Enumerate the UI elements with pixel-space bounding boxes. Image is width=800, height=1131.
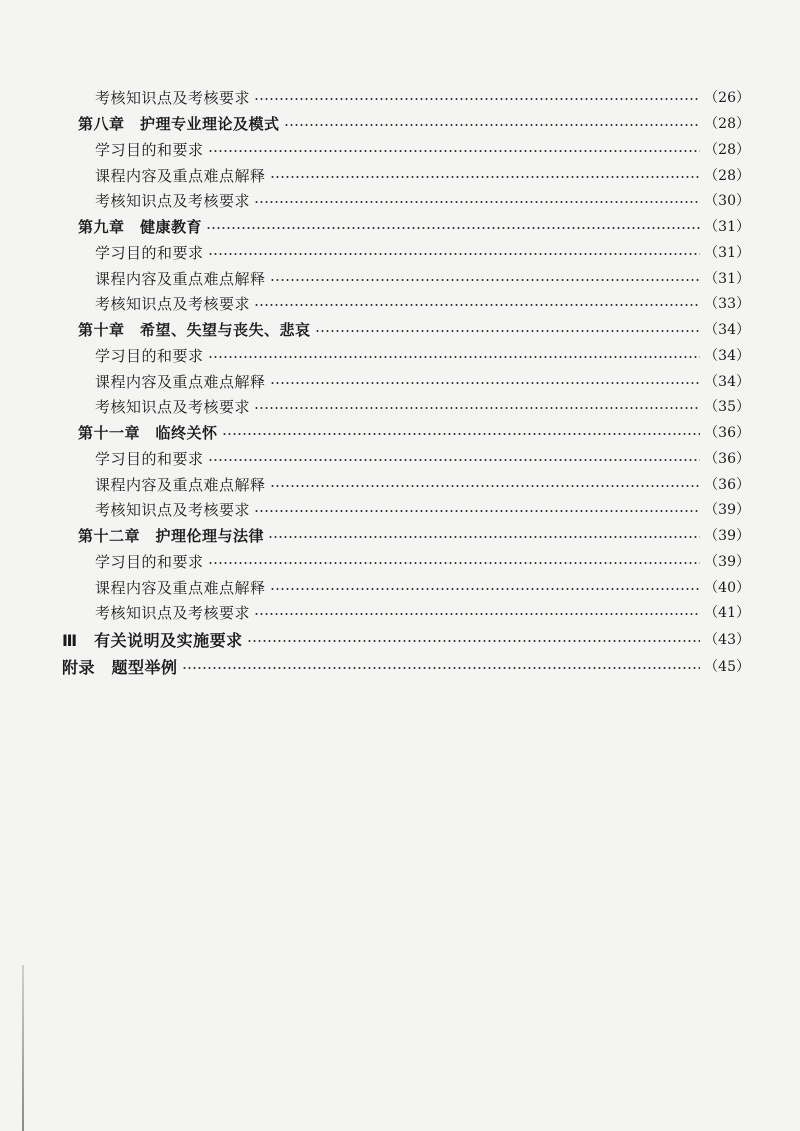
toc-entry-title: 考核知识点及考核要求 — [95, 397, 251, 416]
leader-dots — [268, 536, 700, 538]
toc-entry-page: （31） — [704, 271, 750, 287]
toc-entry-page: （30） — [704, 193, 750, 209]
toc-entry — [0, 445, 800, 471]
toc-entry-title: 第八章 护理专业理论及模式 — [78, 114, 280, 133]
toc-entry-title: 课程内容及重点难点解释 — [95, 578, 266, 597]
toc-entry-page: （40） — [704, 580, 750, 596]
toc-entry-page: （41） — [704, 605, 750, 621]
leader-dots — [208, 356, 701, 358]
leader-dots — [222, 433, 701, 435]
toc-entry — [0, 496, 800, 522]
leader-dots — [254, 407, 700, 409]
leader-dots — [254, 201, 700, 203]
leader-dots — [182, 667, 701, 669]
toc-entry — [0, 265, 800, 291]
toc-entry-title: 考核知识点及考核要求 — [95, 88, 251, 107]
toc-entry-title: 第十二章 护理伦理与法律 — [78, 526, 265, 545]
toc-entry-page: （28） — [704, 142, 750, 158]
toc-chapter-entry — [0, 213, 800, 239]
toc-entry — [0, 393, 800, 419]
toc-entry-page: （43） — [704, 632, 750, 648]
toc-entry-title: 第十章 希望、失望与丧失、悲哀 — [78, 320, 311, 339]
toc-entry-title: 学习目的和要求 — [95, 552, 204, 571]
toc-part-entry — [0, 626, 800, 652]
toc-entry-title: 课程内容及重点难点解释 — [95, 372, 266, 391]
leader-dots — [270, 279, 701, 281]
toc-entry-title: 学习目的和要求 — [95, 140, 204, 159]
toc-entry-page: （36） — [704, 477, 750, 493]
leader-dots — [315, 330, 701, 332]
toc-entry-page: （31） — [704, 219, 750, 235]
leader-dots — [208, 459, 701, 461]
toc-entry — [0, 290, 800, 316]
toc-entry — [0, 239, 800, 265]
toc-entry-page: （31） — [704, 245, 750, 261]
leader-dots — [206, 227, 700, 229]
toc-entry-title: 课程内容及重点难点解释 — [95, 269, 266, 288]
toc-entry — [0, 548, 800, 574]
toc-part-entry — [0, 653, 800, 679]
toc-entry-page: （35） — [704, 399, 750, 415]
leader-dots — [284, 124, 701, 126]
toc-entry-page: （34） — [704, 322, 750, 338]
toc-entry-page: （34） — [704, 348, 750, 364]
leader-dots — [270, 588, 701, 590]
toc-entry-title: 第十一章 临终关怀 — [78, 423, 218, 442]
toc-entry — [0, 342, 800, 368]
leader-dots — [208, 150, 701, 152]
toc-entry-page: （26） — [704, 90, 750, 106]
toc-chapter-entry — [0, 316, 800, 342]
toc-entry-title: 学习目的和要求 — [95, 449, 204, 468]
toc-entry-title: 学习目的和要求 — [95, 243, 204, 262]
toc-entry-title: 考核知识点及考核要求 — [95, 603, 251, 622]
toc-chapter-entry — [0, 419, 800, 445]
toc-entry — [0, 574, 800, 600]
toc-entry-page: （36） — [704, 425, 750, 441]
leader-dots — [270, 382, 701, 384]
toc-chapter-entry — [0, 522, 800, 548]
toc-entry-page: （33） — [704, 296, 750, 312]
toc-entry-title: 课程内容及重点难点解释 — [95, 475, 266, 494]
toc-entry-page: （36） — [704, 451, 750, 467]
toc-entry-title: Ⅲ 有关说明及实施要求 — [62, 630, 243, 650]
leader-dots — [270, 176, 701, 178]
toc-entry-page: （34） — [704, 374, 750, 390]
toc-entry-page: （45） — [704, 659, 750, 675]
toc-entry-page: （39） — [704, 528, 750, 544]
leader-dots — [270, 485, 701, 487]
toc-entry — [0, 368, 800, 394]
toc-entry-page: （39） — [704, 502, 750, 518]
toc-entry-page: （39） — [704, 554, 750, 570]
leader-dots — [254, 304, 700, 306]
leader-dots — [208, 562, 701, 564]
scan-edge-mark — [22, 965, 24, 1131]
toc-entry — [0, 599, 800, 625]
toc-entry — [0, 162, 800, 188]
toc-entry-title: 考核知识点及考核要求 — [95, 191, 251, 210]
toc-entry — [0, 187, 800, 213]
toc-entry-title: 考核知识点及考核要求 — [95, 500, 251, 519]
toc-entry-title: 第九章 健康教育 — [78, 217, 203, 236]
leader-dots — [247, 640, 701, 642]
leader-dots — [254, 98, 700, 100]
leader-dots — [254, 613, 700, 615]
toc-entry-page: （28） — [704, 116, 750, 132]
toc-chapter-entry — [0, 110, 800, 136]
toc-entry — [0, 84, 800, 110]
toc-entry — [0, 136, 800, 162]
leader-dots — [208, 253, 701, 255]
toc-entry-title: 附录 题型举例 — [62, 657, 178, 677]
toc-entry — [0, 471, 800, 497]
leader-dots — [254, 510, 700, 512]
toc-entry-title: 学习目的和要求 — [95, 346, 204, 365]
toc-entry-page: （28） — [704, 168, 750, 184]
toc-entry-title: 课程内容及重点难点解释 — [95, 166, 266, 185]
toc-entry-title: 考核知识点及考核要求 — [95, 294, 251, 313]
